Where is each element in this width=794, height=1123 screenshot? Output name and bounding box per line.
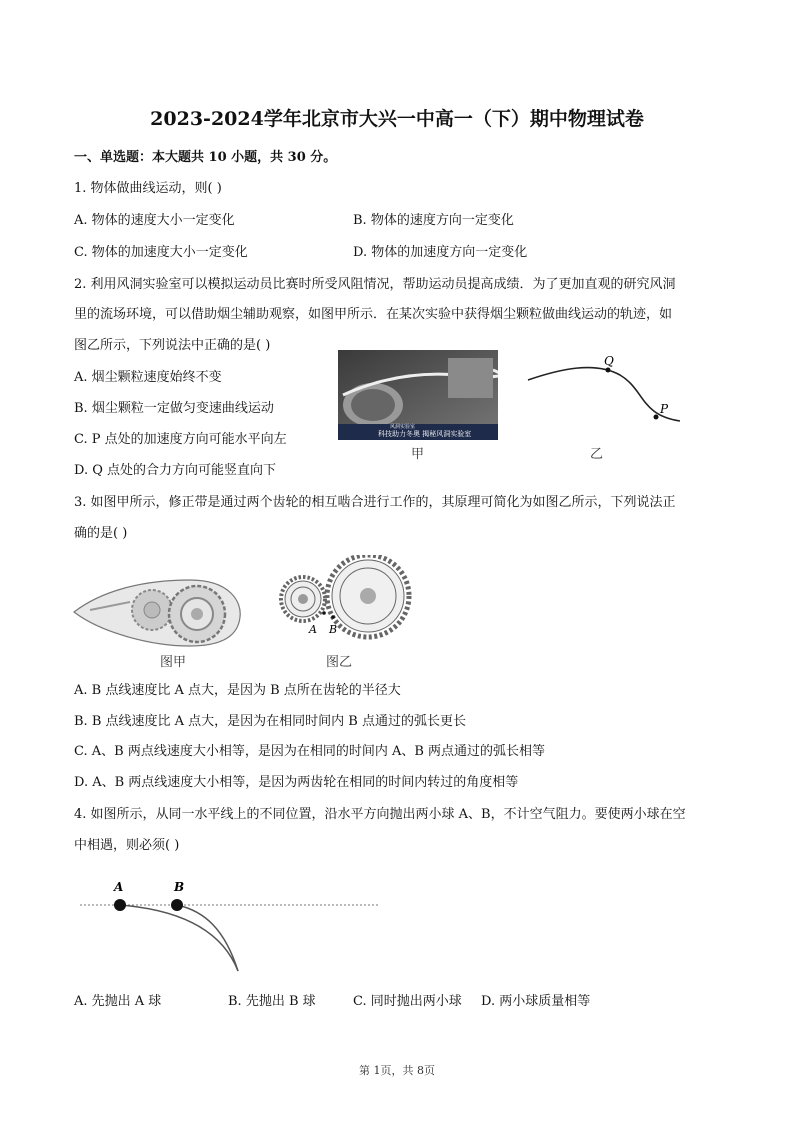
q4-option-c: C. 同时抛出两小球 — [353, 994, 462, 1009]
page-footer: 第 1页，共 8页 — [359, 1064, 435, 1077]
q3-option-c: C. A、B 两点线速度大小相等，是因为在相同的时间内 A、B 两点通过的弧长相等 — [74, 744, 546, 759]
point-q-label: Q — [604, 355, 614, 368]
trajectory-figure — [520, 355, 690, 435]
point-a-label: A — [309, 623, 317, 636]
point-b-label: B — [329, 623, 338, 636]
q2-stem-line1: 2. 利用风洞实验室可以模拟运动员比赛时所受风阻情况，帮助运动员提高成绩．为了更加直观的研究风洞 — [74, 277, 676, 292]
gears-figure — [276, 555, 416, 645]
q2-option-d: D. Q 点处的合力方向可能竖直向下 — [74, 463, 277, 478]
q2-option-c: C. P 点处的加速度方向可能水平向左 — [74, 432, 287, 447]
q1-option-c: C. 物体的加速度大小一定变化 — [74, 245, 248, 260]
section-heading: 一、单选题：本大题共 10 小题，共 30 分。 — [74, 150, 337, 165]
ball-a-label: A — [114, 880, 124, 894]
q2-option-b: B. 烟尘颗粒一定做匀变速曲线运动 — [74, 401, 274, 416]
q4-stem-line1: 4. 如图所示，从同一水平线上的不同位置，沿水平方向抛出两小球 A、B，不计空气阻力。要使两小球在空 — [74, 807, 686, 822]
q4-option-d: D. 两小球质量相等 — [481, 994, 591, 1009]
q3-stem-line2: 确的是( ) — [74, 526, 128, 541]
q2-stem-line2: 里的流场环境，可以借助烟尘辅助观察，如图甲所示．在某次实验中获得烟尘颗粒做曲线运动的轨迹，如 — [74, 307, 673, 322]
point-p-label: P — [660, 402, 669, 416]
q3-stem-line1: 3. 如图甲所示，修正带是通过两个齿轮的相互啮合进行工作的，其原理可简化为如图乙所示，下列说法正 — [74, 495, 676, 510]
q3-option-b: B. B 点线速度比 A 点大，是因为在相同时间内 B 点通过的弧长更长 — [74, 714, 466, 729]
ball-b-label: B — [174, 880, 185, 894]
q4-stem-line2: 中相遇，则必须( ) — [74, 838, 180, 853]
q3-option-d: D. A、B 两点线速度大小相等，是因为两齿轮在相同的时间内转过的角度相等 — [74, 775, 519, 790]
q3-option-a: A. B 点线速度比 A 点大，是因为 B 点所在齿轮的半径大 — [74, 683, 401, 698]
q3-figure-label-yi: 图乙 — [326, 655, 353, 670]
photo-caption-small: 风洞实验室 — [390, 424, 416, 430]
q2-stem-line3: 图乙所示，下列说法中正确的是( ) — [74, 338, 271, 353]
q2-figure-label-jia: 甲 — [411, 447, 425, 462]
q3-figure-label-jia: 图甲 — [160, 655, 187, 670]
q1-option-b: B. 物体的速度方向一定变化 — [353, 213, 514, 228]
projectile-figure — [80, 875, 380, 975]
q4-option-b: B. 先抛出 B 球 — [228, 994, 316, 1009]
wind-tunnel-photo — [338, 350, 498, 440]
q2-figure-label-yi: 乙 — [590, 447, 604, 462]
page-title: 2023-2024学年北京市大兴一中高一（下）期中物理试卷 — [150, 108, 644, 130]
q1-option-d: D. 物体的加速度方向一定变化 — [353, 245, 528, 260]
q1-stem: 1. 物体做曲线运动，则( ) — [74, 181, 222, 196]
q4-option-a: A. 先抛出 A 球 — [74, 994, 162, 1009]
photo-caption: 科技助力冬奥 揭秘风洞实验室 — [378, 430, 472, 438]
q1-option-a: A. 物体的速度大小一定变化 — [74, 213, 235, 228]
q2-option-a: A. 烟尘颗粒速度始终不变 — [74, 370, 222, 385]
correction-tape-figure — [70, 572, 245, 652]
